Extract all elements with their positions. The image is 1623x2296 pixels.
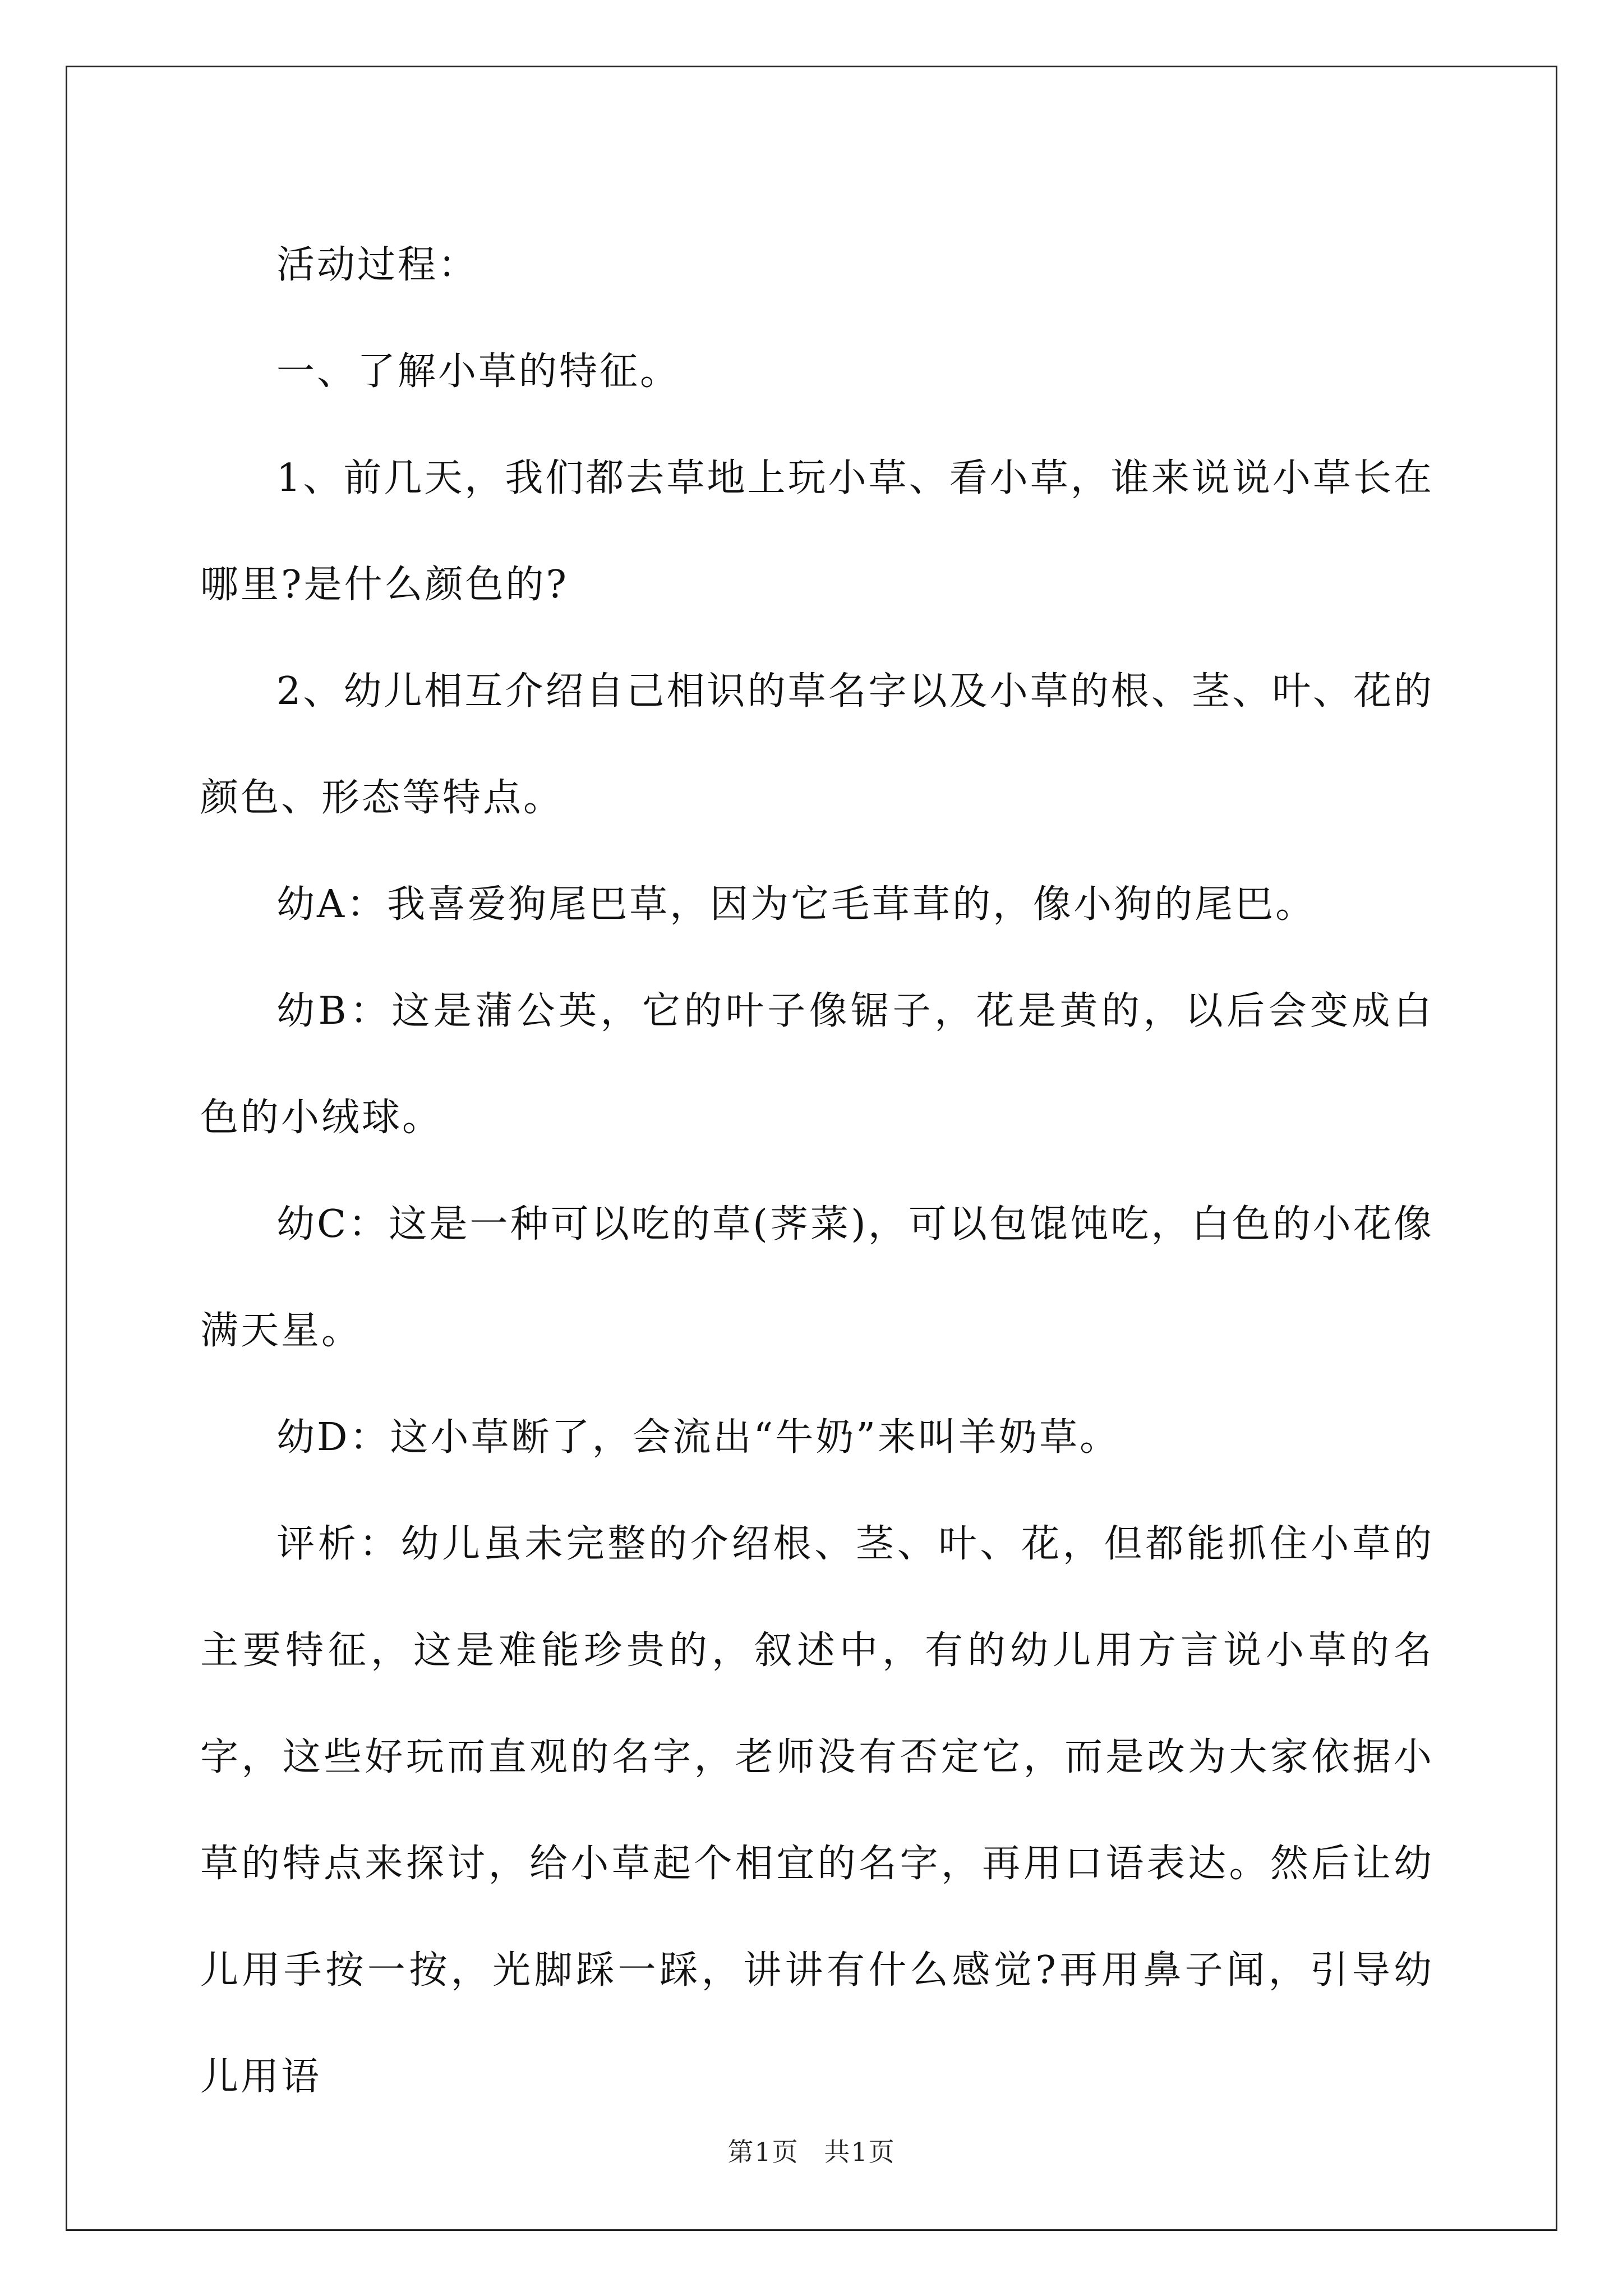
paragraph: 幼B：这是蒲公英，它的叶子像锯子，花是黄的，以后会变成白色的小绒球。 [200,989,1434,1140]
page-number-total: 共1页 [824,2137,896,2167]
paragraph: 一、了解小草的特征。 [276,349,681,394]
paragraph: 幼A：我喜爱狗尾巴草，因为它毛茸茸的，像小狗的尾巴。 [276,882,1316,927]
document-body [200,212,1434,2131]
page-number-current: 第1页 [727,2137,799,2167]
page-footer [0,2132,1623,2169]
paragraph: 幼C：这是一种可以吃的草(荠菜)，可以包馄饨吃，白色的小花像满天星。 [200,1202,1434,1353]
paragraph: 活动过程： [276,243,479,287]
paragraph: 评析：幼儿虽未完整的介绍根、茎、叶、花，但都能抓住小草的主要特征，这是难能珍贵的，叙述中，有的幼儿用方言说小草的名字，这些好玩而直观的名字，老师没有否定它，而是改为大家依据小草的特点来探讨，给小草起个相宜的名字，再用口语表达。然后让幼儿用手按一按，光脚踩一踩，讲讲有什么感觉?再用鼻子闻，引导幼儿用语 [200,1522,1434,2099]
paragraph: 1、前几天，我们都去草地上玩小草、看小草，谁来说说小草长在哪里?是什么颜色的? [200,456,1434,607]
paragraph: 2、幼儿相互介绍自己相识的草名字以及小草的根、茎、叶、花的颜色、形态等特点。 [200,669,1434,820]
paragraph: 幼D：这小草断了，会流出“牛奶”来叫羊奶草。 [276,1415,1121,1460]
